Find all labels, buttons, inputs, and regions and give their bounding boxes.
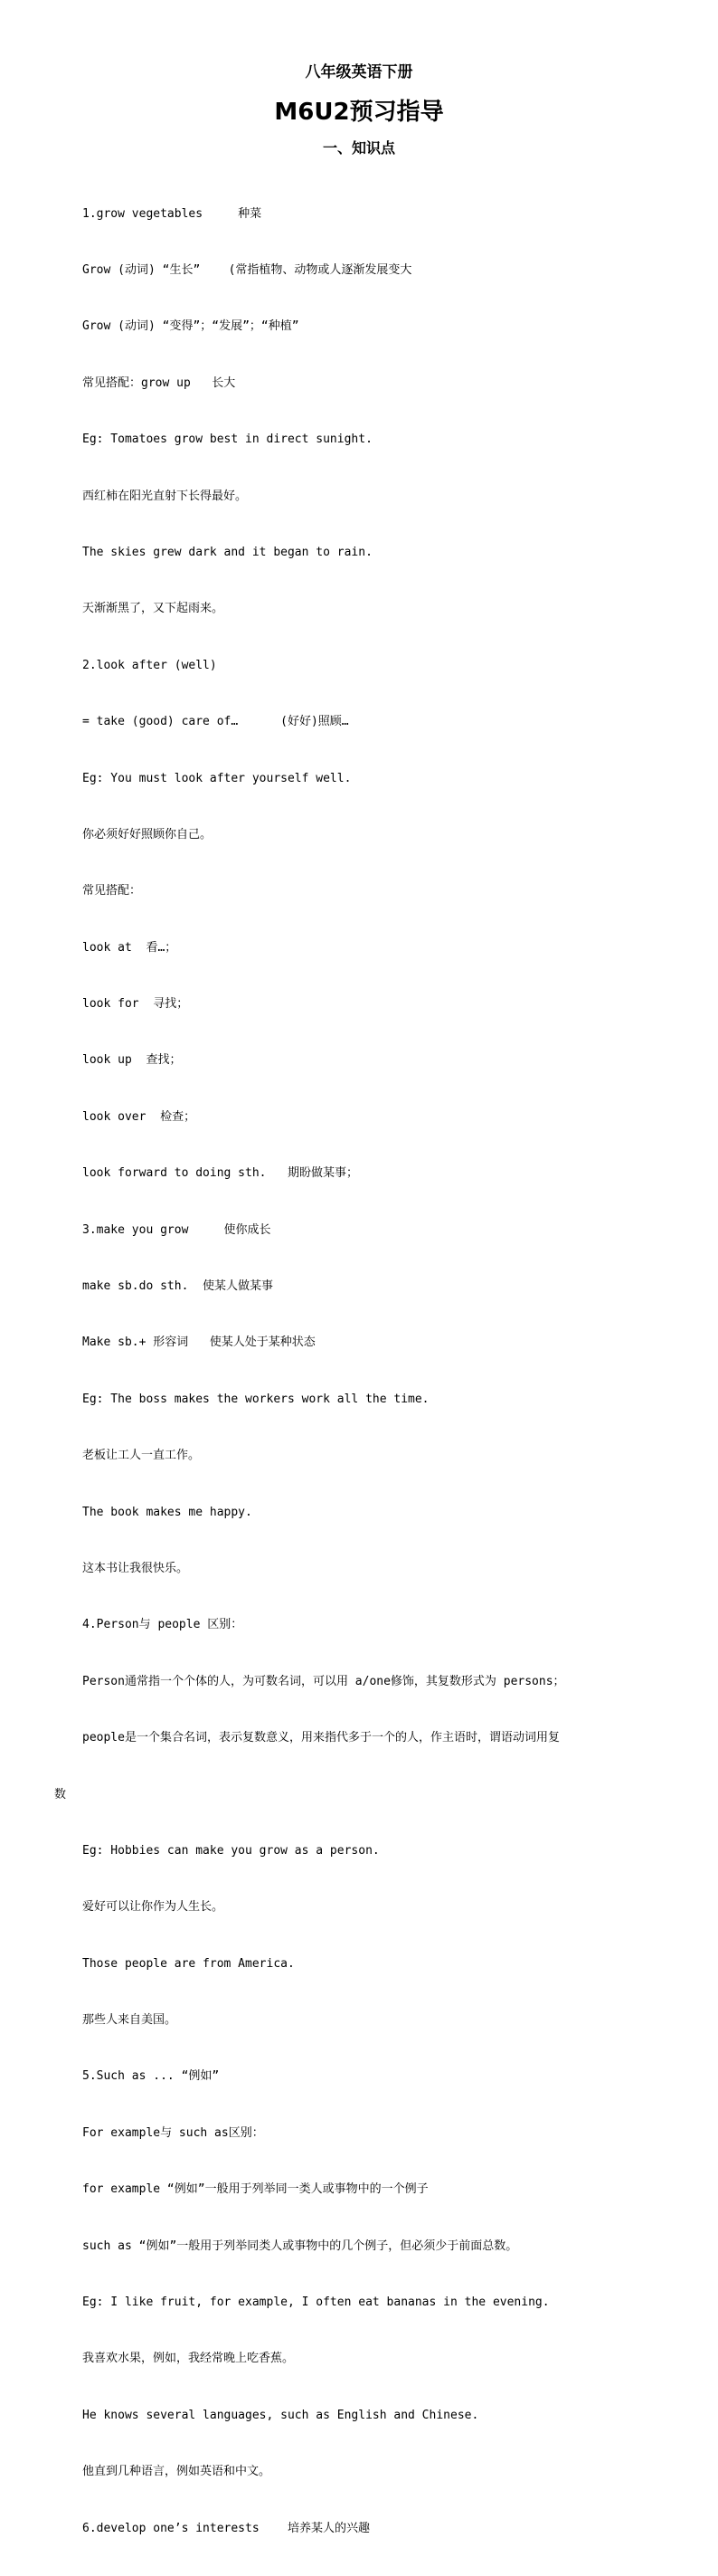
text-line: 常见搭配：grow up 长大	[82, 375, 236, 390]
text-line-wrapped: 数	[54, 1787, 67, 1801]
text-line: Grow (动词) “变得”；“发展”；“种植”	[82, 319, 299, 334]
knowledge-points-body	[54, 167, 670, 2576]
text-line: look for 寻找；	[82, 997, 189, 1012]
text-line: 5.Such as ... “例如”	[82, 2069, 220, 2084]
text-line: look up 查找；	[82, 1053, 182, 1068]
text-line: Make sb.+ 形容词 使某人处于某种状态	[82, 1336, 316, 1350]
grade-subtitle: 八年级英语下册	[305, 63, 413, 81]
text-line: The book makes me happy.	[82, 1505, 252, 1519]
text-line: 爱好可以让你作为人生长。	[82, 1900, 224, 1915]
text-line: 2.look after (well)	[82, 658, 217, 672]
text-line: 这本书让我很快乐。	[82, 1561, 189, 1575]
text-line: look forward to doing sth. 期盼做某事；	[82, 1166, 358, 1181]
text-line: make sb.do sth. 使某人做某事	[82, 1279, 274, 1294]
text-line: people是一个集合名词，表示复数意义，用来指代多于一个的人，作主语时，谓语动词用复	[82, 1731, 560, 1745]
section-heading: 一、知识点	[322, 139, 395, 157]
text-line: look at 看…；	[82, 940, 177, 955]
text-line: Eg: Tomatoes grow best in direct sunight.	[82, 433, 373, 447]
text-line: 那些人来自美国。	[82, 2013, 177, 2028]
text-line: Eg: The boss makes the workers work all the time.	[82, 1392, 430, 1406]
text-line: He knows several languages, such as English and Chinese.	[82, 2408, 479, 2422]
text-line: 1.grow vegetables 种菜	[82, 206, 262, 221]
text-line: 老板让工人一直工作。	[82, 1449, 201, 1463]
text-line: The skies grew dark and it began to rain.	[82, 545, 373, 559]
text-line: look over 检查；	[82, 1109, 196, 1124]
text-line: Grow (动词) “生长” (常指植物、动物或人逐渐发展变大	[82, 262, 412, 277]
text-line: 4.Person与 people 区别：	[82, 1618, 243, 1632]
text-line: Those people are from America.	[82, 1956, 295, 1971]
text-line: = take (good) care of… (好好)照顾…	[82, 715, 349, 729]
text-line: 6.develop one’s interests 培养某人的兴趣	[82, 2521, 370, 2535]
text-line: Eg: I like fruit, for example, I often eat bananas in the evening.	[82, 2296, 550, 2310]
text-line: 你必须好好照顾你自己。	[82, 827, 213, 841]
text-line: For example与 such as区别：	[82, 2125, 264, 2140]
text-line: Eg: You must look after yourself well.	[82, 771, 352, 785]
text-line: for example “例如”一般用于列举同一类人或事物中的一个例子	[82, 2182, 429, 2197]
text-line: Eg: Hobbies can make you grow as a person.	[82, 1843, 380, 1858]
text-line: 他直到几种语言，例如英语和中文。	[82, 2465, 271, 2479]
text-line: Person通常指一个个体的人，为可数名词，可以用 a/one修饰，其复数形式为 persons；	[82, 1674, 565, 1688]
text-line: 天渐渐黑了，又下起雨来。	[82, 602, 224, 616]
text-line: 3.make you grow 使你成长	[82, 1222, 271, 1237]
document-title: M6U2预习指导	[274, 99, 444, 126]
text-line: 常见搭配：	[82, 884, 142, 898]
text-line: 我喜欢水果，例如，我经常晚上吃香蕉。	[82, 2352, 295, 2366]
text-line: such as “例如”一般用于列举同类人或事物中的几个例子，但必须少于前面总数。	[82, 2239, 518, 2253]
text-line: 西红柿在阳光直射下长得最好。	[82, 489, 248, 503]
